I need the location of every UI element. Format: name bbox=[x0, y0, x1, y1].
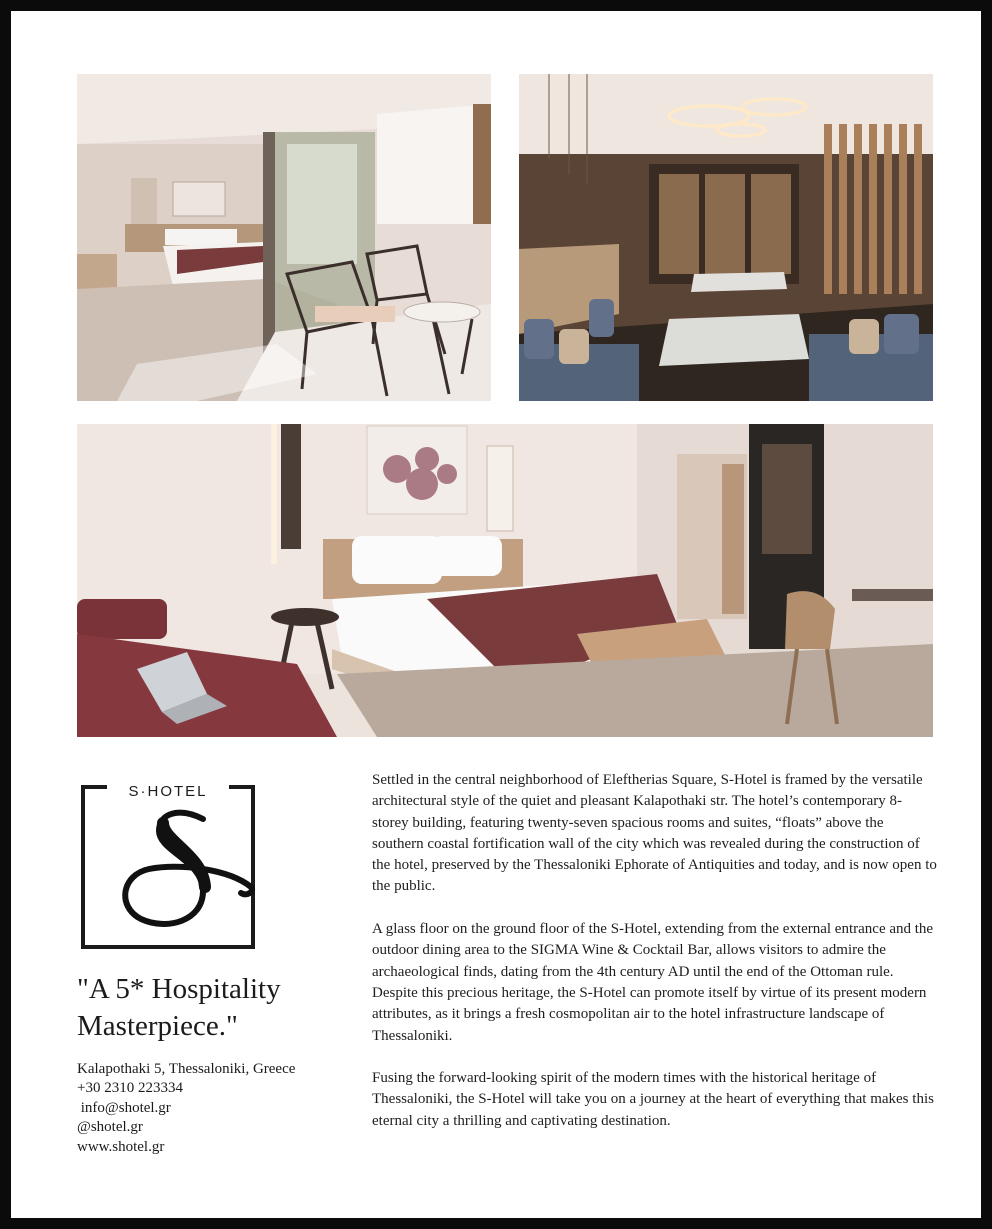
website-link[interactable]: www.shotel.gr bbox=[77, 1138, 165, 1155]
shotel-logo bbox=[79, 779, 257, 951]
hotel-balcony-photo bbox=[77, 74, 491, 401]
paragraph-2: A glass floor on the ground floor of the S-Hotel, extending from the external entrance and the outdoor dining area to the SIGMA Wine & Cocktail Bar, allows visitors to admire the archaeological finds, dating from the 4th century AD until the end of the Ottoman rule. Despite this precious heritage, the S-Hotel can promote itself by virtue of its present modern attributes, as it brings a fresh cosmopolitan air to the hotel infrastructure landscape of Thessaloniki. bbox=[372, 921, 934, 1044]
brochure-page bbox=[11, 11, 981, 1218]
social-handle[interactable]: @shotel.gr bbox=[77, 1119, 143, 1136]
restaurant-bar-photo bbox=[519, 74, 933, 401]
paragraph-1: Settled in the central neighborhood of Eleftherias Square, S-Hotel is framed by the versatile architectural style of the quiet and pleasant Kalapothaki str. The hotel’s contemporary 8-storey building, featuring twenty-seven spacious rooms and suites, “floats” above the southern coastal fortification wall of the city which was revealed during the construction of the hotel, preserved by the Thessaloniki Ephorate of Antiquities and today, and is now open to the public. bbox=[372, 772, 937, 895]
contact-info bbox=[77, 1060, 367, 1157]
address-text: Kalapothaki 5, Thessaloniki, Greece bbox=[77, 1061, 296, 1077]
email-link[interactable]: info@shotel.gr bbox=[77, 1099, 171, 1116]
phone-text: +30 2310 223334 bbox=[77, 1080, 183, 1097]
logo-wordmark: S·HOTEL bbox=[128, 783, 208, 800]
tagline: "A 5* Hospitality Masterpiece." bbox=[77, 973, 281, 1042]
hotel-bedroom-photo bbox=[77, 424, 933, 737]
article-body bbox=[372, 770, 937, 1153]
paragraph-3: Fusing the forward-looking spirit of the modern times with the historical heritage of Thessaloniki, the S-Hotel will take you on a journey at the heart of everything that makes this eternal city a thrilling and captivating destination. bbox=[372, 1070, 934, 1129]
